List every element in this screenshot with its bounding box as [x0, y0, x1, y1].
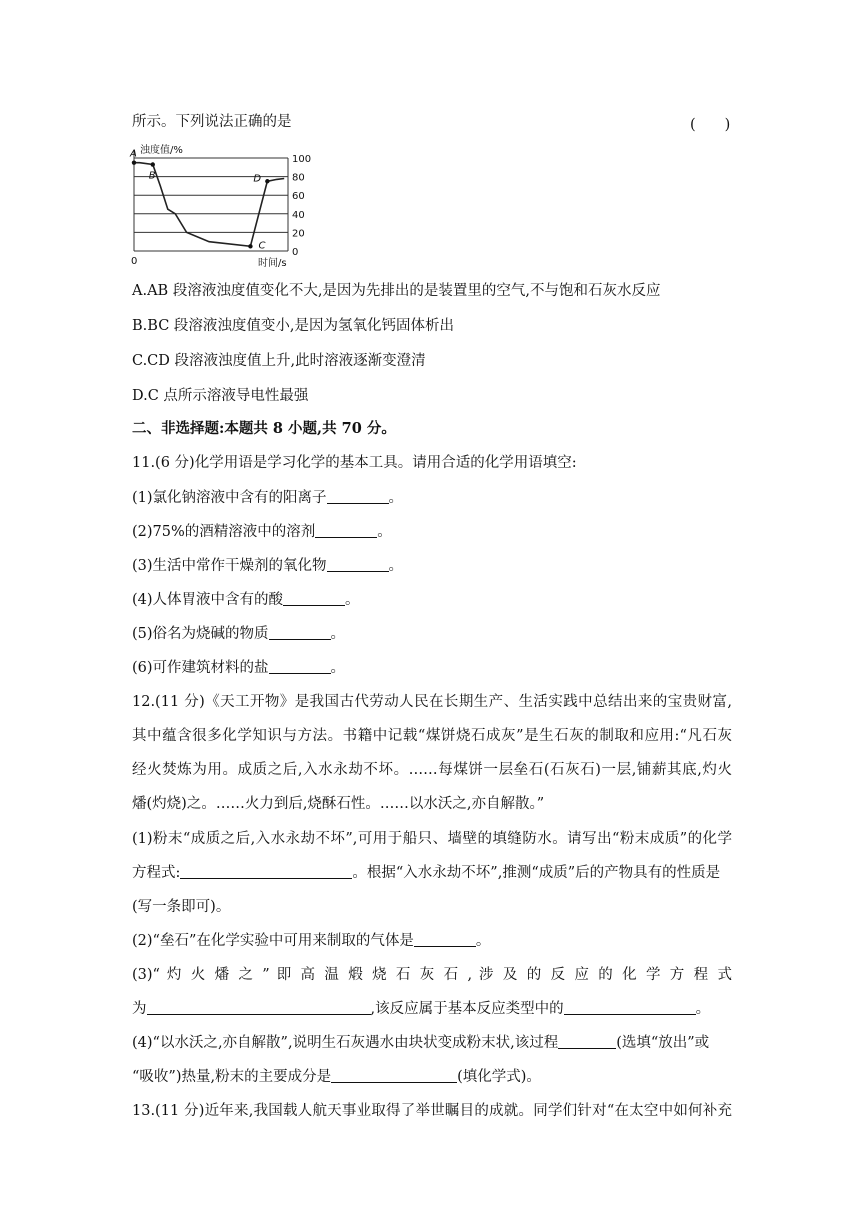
- question-10-intro: 所示。下列说法正确的是: [132, 114, 292, 130]
- y-tick-label: 100: [292, 154, 312, 165]
- section-title: 二、非选择题:本题共 8 小题,共 70 分。: [132, 420, 396, 437]
- q12-part3-line-1: (3)“ 灼 火 燔 之 ” 即 高 温 煅 烧 石 灰 石 , 涉 及 的 反 应 的 化 学 方 程 式: [132, 967, 732, 983]
- answer-blank[interactable]: [283, 591, 345, 606]
- chart-point: [248, 244, 252, 248]
- answer-parentheses: ( ): [690, 117, 731, 133]
- y-tick-label: 40: [292, 209, 305, 221]
- text: (选填“放出”或: [616, 1035, 710, 1051]
- answer-blank[interactable]: [269, 659, 331, 674]
- q11-item-text: (6)可作建筑材料的盐: [132, 660, 269, 676]
- chart-grid: [134, 158, 288, 251]
- q11-item-text: (1)氯化钠溶液中含有的阳离子: [132, 490, 327, 506]
- point-label: C: [258, 240, 266, 252]
- answer-blank[interactable]: [414, 932, 476, 947]
- option-d: D.C 点所示溶液导电性最强: [132, 388, 309, 404]
- text: (4)“以水沃之,亦自解散”,说明生石灰遇水由块状变成粉末状,该过程: [132, 1035, 559, 1051]
- text: (填化学式)。: [457, 1069, 541, 1085]
- answer-blank[interactable]: [327, 489, 389, 504]
- y-tick-label: 60: [292, 191, 305, 203]
- q12-part4-line-1: [132, 1033, 732, 1053]
- text: (2)“垒石”在化学实验中可用来制取的气体是: [132, 933, 414, 949]
- q12-stem-line-3: 经火焚炼为用。成质之后,入水永劫不坏。……每煤饼一层垒石(石灰石)一层,铺薪其底,灼火: [132, 762, 732, 778]
- option-c: C.CD 段溶液浊度值上升,此时溶液逐渐变澄清: [132, 353, 426, 369]
- answer-blank[interactable]: [564, 1000, 696, 1015]
- q11-item-4: [132, 590, 732, 610]
- chart-point: [265, 179, 269, 183]
- q12-part4-line-2: [132, 1067, 732, 1087]
- period: 。: [330, 626, 346, 642]
- q11-item-text: (2)75%的酒精溶液中的溶剂: [132, 524, 316, 540]
- period: 。: [388, 490, 404, 506]
- point-label: B: [148, 170, 156, 182]
- answer-blank[interactable]: [327, 557, 389, 572]
- q13-stem: 13.(11 分)近年来,我国载人航天事业取得了举世瞩目的成就。同学们针对“在太空中如何补充: [132, 1103, 732, 1119]
- y-tick-label: 80: [292, 172, 305, 184]
- q12-part1-line-1: (1)粉末“成质之后,入水永劫不坏”,可用于船只、墙壁的填缝防水。请写出“粉末成质”的化学: [132, 831, 732, 847]
- chart-ylabel: 浊度值/%: [140, 145, 183, 156]
- q12-part1-line-2: [132, 863, 732, 883]
- q11-item-2: [132, 522, 732, 542]
- chart-origin-label: 0: [131, 256, 138, 267]
- option-a: A.AB 段溶液浊度值变化不大,是因为先排出的是装置里的空气,不与饱和石灰水反应: [132, 283, 661, 299]
- period: 。: [330, 660, 346, 676]
- chart-point: [132, 160, 136, 164]
- q12-part2: [132, 931, 732, 951]
- answer-blank[interactable]: [180, 864, 352, 879]
- option-b: B.BC 段溶液浊度值变小,是因为氢氧化钙固体析出: [132, 318, 455, 334]
- chart-axes: [134, 150, 288, 251]
- q11-item-6: [132, 658, 732, 678]
- y-tick-labels: [292, 154, 311, 258]
- q12-stem-line-4: 燔(灼烧)之。……火力到后,烧酥石性。……以水沃之,亦自解散。”: [132, 796, 545, 812]
- text: 。: [695, 1001, 711, 1017]
- answer-blank[interactable]: [269, 625, 331, 640]
- y-tick-label: 0: [292, 247, 299, 258]
- text: 。根据“入水永劫不坏”,推测“成质”后的产物具有的性质是: [352, 865, 721, 881]
- text: ,该反应属于基本反应类型中的: [370, 1001, 564, 1017]
- period: 。: [377, 524, 392, 540]
- q11-item-text: (5)俗名为烧碱的物质: [132, 626, 269, 642]
- answer-blank[interactable]: [147, 1000, 371, 1015]
- q11-item-text: (4)人体胃液中含有的酸: [132, 592, 284, 608]
- q12-part1-line-3: (写一条即可)。: [132, 899, 231, 915]
- period: 。: [345, 592, 360, 608]
- text: “吸收”)热量,粉末的主要成分是: [132, 1069, 332, 1085]
- q11-item-3: [132, 556, 732, 576]
- chart-point: [151, 162, 155, 166]
- turbidity-chart: [126, 142, 316, 270]
- chart-xlabel: 时间/s: [258, 258, 287, 269]
- answer-blank[interactable]: [558, 1034, 616, 1049]
- period: 。: [388, 558, 404, 574]
- q11-stem: 11.(6 分)化学用语是学习化学的基本工具。请用合适的化学用语填空:: [132, 455, 577, 471]
- point-label: A: [130, 148, 137, 160]
- q11-item-5: [132, 624, 732, 644]
- text: 方程式:: [132, 865, 181, 881]
- q12-stem-line-1: 12.(11 分)《天工开物》是我国古代劳动人民在长期生产、生活实践中总结出来的宝贵财富,: [132, 694, 732, 710]
- turbidity-curve: [134, 163, 284, 247]
- text: 。: [475, 933, 491, 949]
- q12-part3-line-2: [132, 999, 732, 1019]
- text: 为: [132, 1001, 147, 1017]
- q11-item-1: [132, 488, 732, 508]
- answer-blank[interactable]: [331, 1068, 457, 1083]
- q11-item-text: (3)生活中常作干燥剂的氧化物: [132, 558, 327, 574]
- q12-stem-line-2: 其中蕴含很多化学知识与方法。书籍中记载“煤饼烧石成灰”是生石灰的制取和应用:“凡石灰: [132, 728, 732, 744]
- y-tick-label: 20: [292, 228, 305, 240]
- point-label: D: [253, 173, 262, 185]
- answer-blank[interactable]: [315, 523, 377, 538]
